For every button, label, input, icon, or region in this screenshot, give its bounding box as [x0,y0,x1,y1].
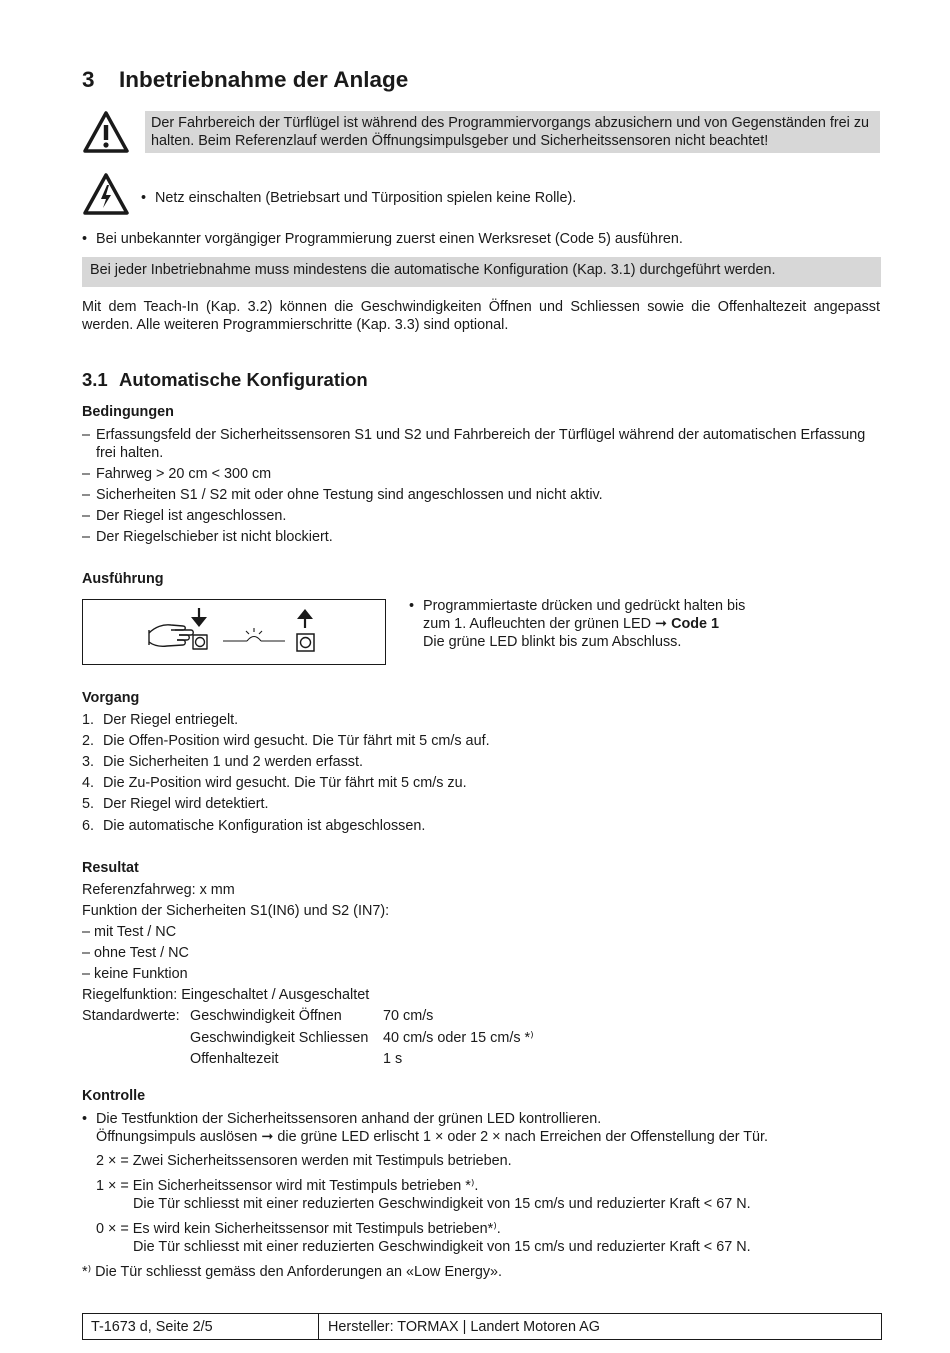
default-name: Geschwindigkeit Öffnen [190,1008,342,1024]
control-heading: Kontrolle [82,1088,146,1104]
default-value: 1 s [383,1051,403,1067]
high-voltage-icon [82,172,130,216]
programming-diagram [83,600,385,664]
default-value: 40 cm/s oder 15 cm/s *⁾ [383,1030,534,1046]
control-bullet-line2: Öffnungsimpuls auslösen ➞ die grüne LED erlischt 1 × oder 2 × nach Erreichen der Offenstellung der Tür. [96,1129,769,1145]
default-name: Geschwindigkeit Schliessen [190,1030,369,1046]
footnote: *⁾ Die Tür schliesst gemäss den Anforderungen an «Low Energy». [82,1264,503,1280]
control-case-1: 1 × = Ein Sicherheitssensor wird mit Testimpuls betrieben *⁾. [96,1178,479,1194]
result-line: Referenzfahrweg: x mm [82,882,235,898]
config-note: Bei jeder Inbetriebnahme muss mindestens die automatische Konfiguration (Kap. 3.1) durchgeführt werden. [82,257,881,287]
default-name: Offenhaltezeit [190,1051,279,1067]
control-case-0: 0 × = Es wird kein Sicherheitssensor mit Testimpuls betrieben*⁾. [96,1221,501,1237]
execution-instruction-line3: Die grüne LED blinkt bis zum Abschluss. [423,634,682,650]
result-line: – mit Test / NC [82,924,177,940]
result-heading: Resultat [82,860,139,876]
control-case-1-detail: Die Tür schliesst mit einer reduzierten Geschwindigkeit von 15 cm/s und reduzierter Kraft < 67 N. [133,1196,751,1212]
control-case-2: 2 × = Zwei Sicherheitssensoren werden mit Testimpuls betrieben. [96,1153,512,1169]
result-line: – keine Funktion [82,966,188,982]
led-blink-icon [223,628,285,641]
control-case-0-detail: Die Tür schliesst mit einer reduzierten Geschwindigkeit von 15 cm/s und reduzierter Kraft < 67 N. [133,1239,751,1255]
warning-box [145,111,880,153]
code-label: Code 1 [671,616,720,632]
warning-triangle-icon [82,110,130,154]
chapter-heading [82,66,408,94]
procedure-heading: Vorgang [82,690,140,706]
section-heading [82,368,368,391]
arrow-right-icon: ➞ [655,616,668,632]
defaults-label: Standardwerte: [82,1008,180,1024]
result-line: Funktion der Sicherheiten S1(IN6) und S2 (IN7): [82,903,390,919]
button-release-icon [297,609,314,651]
result-line: – ohne Test / NC [82,945,189,961]
footer-manufacturer: Hersteller: TORMAX | Landert Motoren AG [328,1319,600,1335]
result-line: Riegelfunktion: Eingeschaltet / Ausgeschaltet [82,987,370,1003]
chapter-number: 3 [82,67,95,92]
section-number: 3.1 [82,369,108,390]
warning-text: Der Fahrbereich der Türflügel ist während des Programmiervorgangs abzusichern und von Gegenständen frei zu halten. Beim Referenzlauf werden Öffnungsimpulsgeber und Sicherheitssensoren nicht beachtet! [151,115,870,149]
hand-press-button-icon [149,625,207,649]
conditions-heading: Bedingungen [82,404,174,420]
section-title: Automatische Konfiguration [119,369,368,390]
page-footer [82,1313,882,1340]
execution-instruction-line2: zum 1. Aufleuchten der grünen LED ➞ Code 1 [423,616,720,632]
press-arrow-icon [191,608,207,627]
default-value: 70 cm/s [383,1008,434,1024]
footer-document: T-1673 d, Seite 2/5 [83,1314,319,1339]
condition-item-cont: frei halten. [96,445,164,461]
execution-heading: Ausführung [82,571,164,587]
intro-paragraph: Mit dem Teach-In (Kap. 3.2) können die Geschwindigkeiten Öffnen und Schliessen sowie die Offenhaltezeit angepasst werden. Alle weiteren Programmierschritte (Kap. 3.3) sind optional. [82,299,880,333]
chapter-title: Inbetriebnahme der Anlage [119,67,409,92]
programming-figure [82,599,386,665]
